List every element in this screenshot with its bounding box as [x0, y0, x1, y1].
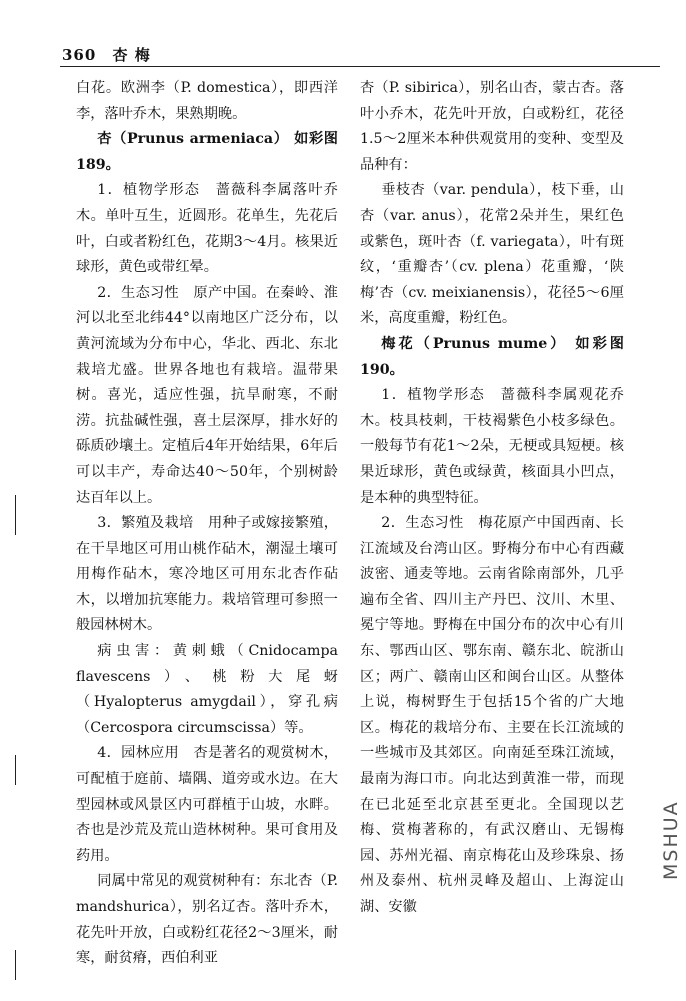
scan-edge-mark: [15, 495, 16, 535]
paragraph: 1．植物学形态 蔷薇科李属观花乔木。枝具枝刺，干枝褐紫色小枝多绿色。一般每节有花1～2朵，无梗或具短梗。核果近球形，黄色或绿黄，核面具小凹点，是本种的典型特征。: [360, 387, 624, 506]
paragraph: 垂枝杏（var. pendula），枝下垂，山杏（var. anus），花常2朵并生，果红色或紫色，斑叶杏（f. variegata），叶有斑纹，‘重瓣杏’（cv. plena）花重瓣，‘陕梅’杏（cv. meixianensis），花径5～6厘米，高度重瓣，粉红色。: [360, 182, 624, 327]
left-column: [76, 76, 338, 972]
paragraph: 3．繁殖及栽培 用种子或嫁接繁殖，在干旱地区可用山桃作砧木，潮湿土壤可用梅作砧木，寒冷地区可用东北杏作砧木，以增加抗寒能力。栽培管理可参照一般园林树木。: [76, 515, 338, 634]
paragraph: 杏（P. sibirica），别名山杏，蒙古杏。落叶小乔木，花先叶开放，白或粉红，花径1.5～2厘米本种供观赏用的变种、变型及品种有：: [360, 80, 624, 173]
watermark: MSHUA: [660, 800, 682, 880]
paragraph: 同属中常见的观赏树种有：东北杏（P. mandshurica），别名辽杏。落叶乔木，花先叶开放，白或粉红花径2～3厘米，耐寒，耐贫瘠，西伯利亚: [76, 873, 338, 967]
page-number: 360: [62, 46, 97, 64]
page-header: [62, 44, 151, 65]
right-column: [360, 76, 624, 921]
scan-edge-mark: [15, 950, 16, 980]
paragraph: 病虫害：黄刺蛾（Cnidocampa flavescens）、桃粉大尾蚜（Hyalopterus amygdail），穿孔病（Cercospora circumscissa）等。: [76, 643, 338, 736]
paragraph: 1．植物学形态 蔷薇科李属落叶乔木。单叶互生，近圆形。花单生，先花后叶，白或者粉红色，花期3～4月。核果近球形，黄色或带红晕。: [76, 182, 338, 276]
paragraph: 2．生态习性 原产中国。在秦岭、淮河以北至北纬44°以南地区广泛分布，以黄河流域为分布中心，华北、西北、东北栽培尤盛。世界各地也有栽培。温带果树。喜光，适应性强，抗旱耐寒，不耐涝。抗盐碱性强，喜土层深厚，排水好的砾质砂壤土。定植后4年开始结果，6年后可以丰产，寿命达40～50年，个别树龄达百年以上。: [76, 284, 338, 506]
scan-edge-mark: [15, 755, 16, 785]
running-title: 杏 梅: [112, 46, 151, 64]
header-rule: [60, 66, 660, 67]
paragraph: 4．园林应用 杏是著名的观赏树木，可配植于庭前、墙隅、道旁或水边。在大型园林或风景区内可群植于山坡，水畔。杏也是沙荒及荒山造林树种。果可食用及药用。: [76, 745, 338, 864]
paragraph: 白花。欧洲李（P. domestica），即西洋李，落叶乔木，果熟期晚。: [76, 80, 338, 122]
entry-heading-plum: 梅花（Prunus mume） 如彩图190。: [360, 335, 624, 378]
paragraph: 2．生态习性 梅花原产中国西南、长江流域及台湾山区。野梅分布中心有西藏波密、通麦等地。云南省除南部外，几乎遍布全省、四川主产丹巴、汶川、木里、冕宁等地。野梅在中国分布的次中心有川东、鄂西山区、鄂东南、赣东北、皖浙山区；两广、赣南山区和闽台山区。从整体上说，梅树野生于包括15个省的广大地区。梅花的栽培分布、主要在长江流域的一些城市及其郊区。向南延至珠江流域，最南为海口市。向北达到黄淮一带，而现在已北延至北京甚至更北。全国现以艺梅、赏梅著称的，有武汉磨山、无锡梅园、苏州光福、南京梅花山及珍珠泉、扬州及泰州、杭州灵峰及超山、上海淀山湖、安徽: [360, 515, 624, 915]
entry-heading-apricot: 杏（Prunus armeniaca） 如彩图189。: [76, 131, 338, 173]
